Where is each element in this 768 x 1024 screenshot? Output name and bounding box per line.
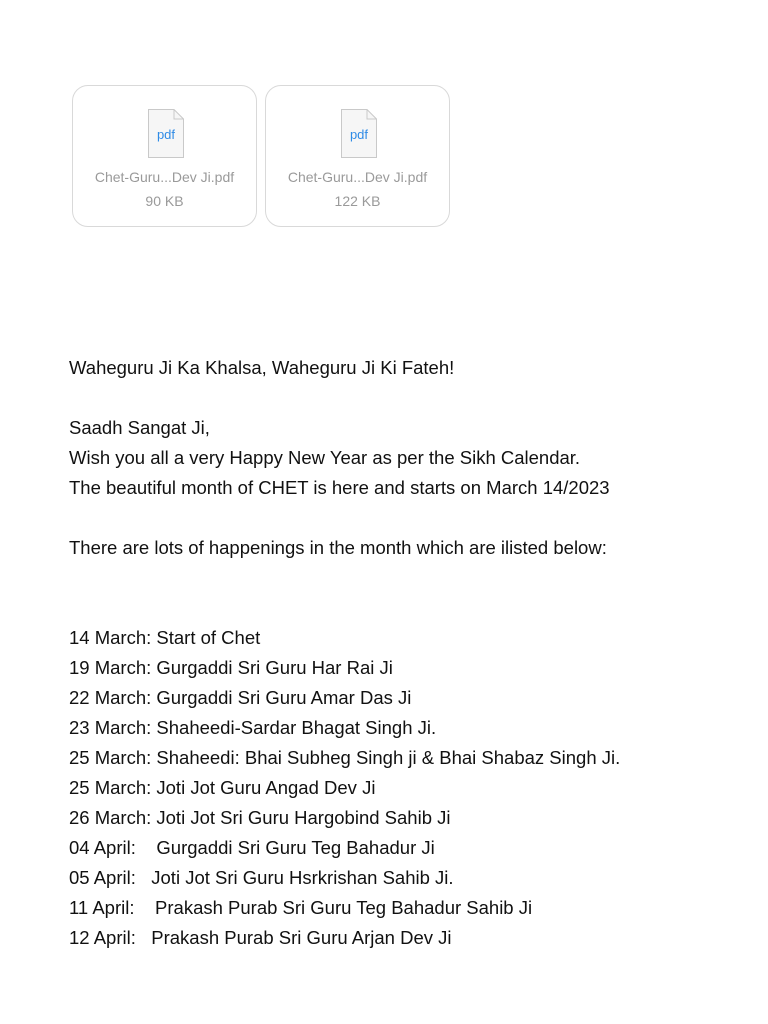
pdf-file-icon [340, 108, 378, 159]
salutation-line: Saadh Sangat Ji, [69, 417, 210, 438]
event-line: 14 March: Start of Chet [69, 627, 261, 648]
file-size: 90 KB [145, 193, 184, 209]
event-line: 25 March: Shaheedi: Bhai Subheg Singh ji & Bhai Shabaz Singh Ji. [69, 747, 621, 768]
pdf-attachment[interactable] [265, 85, 450, 227]
month-intro-line: The beautiful month of CHET is here and starts on March 14/2023 [69, 477, 610, 498]
file-type-label: pdf [156, 127, 176, 142]
file-size: 122 KB [334, 193, 381, 209]
event-line: 04 April: Gurgaddi Sri Guru Teg Bahadur Ji [69, 837, 435, 858]
pdf-attachment[interactable] [72, 85, 257, 227]
list-intro-line: There are lots of happenings in the month which are ilisted below: [69, 537, 607, 558]
spacer [69, 563, 749, 623]
event-line: 05 April: Joti Jot Sri Guru Hsrkrishan Sahib Ji. [69, 867, 454, 888]
events-list [69, 623, 749, 953]
event-line: 22 March: Gurgaddi Sri Guru Amar Das Ji [69, 687, 412, 708]
message-body [69, 353, 749, 953]
file-type-label: pdf [349, 127, 369, 142]
wish-line: Wish you all a very Happy New Year as per the Sikh Calendar. [69, 447, 581, 468]
greeting-line: Waheguru Ji Ka Khalsa, Waheguru Ji Ki Fateh! [69, 357, 455, 378]
spacer [69, 383, 749, 413]
event-line: 23 March: Shaheedi-Sardar Bhagat Singh Ji. [69, 717, 437, 738]
spacer [69, 503, 749, 533]
file-name: Chet-Guru...Dev Ji.pdf [287, 169, 428, 185]
event-line: 26 March: Joti Jot Sri Guru Hargobind Sahib Ji [69, 807, 451, 828]
pdf-file-icon [147, 108, 185, 159]
event-line: 12 April: Prakash Purab Sri Guru Arjan Dev Ji [69, 927, 452, 948]
attachments-row [72, 85, 450, 227]
file-name: Chet-Guru...Dev Ji.pdf [94, 169, 235, 185]
event-line: 25 March: Joti Jot Guru Angad Dev Ji [69, 777, 376, 798]
event-line: 11 April: Prakash Purab Sri Guru Teg Bahadur Sahib Ji [69, 897, 533, 918]
event-line: 19 March: Gurgaddi Sri Guru Har Rai Ji [69, 657, 393, 678]
